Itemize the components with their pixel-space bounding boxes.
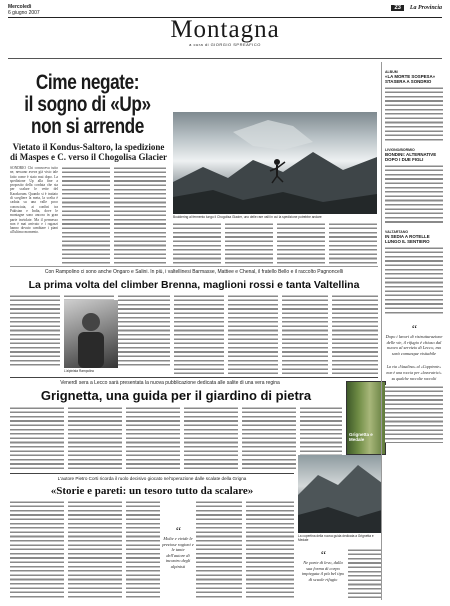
sidebar-box3-kicker: VALTARTANO (385, 230, 409, 234)
pull-quote-1: “ Molte e vivide le preziose ragioni e le tante dell'autore di incontro degli alpinisti (162, 524, 194, 569)
lowest-article-col3 (126, 500, 160, 600)
lead-headline: Cime negate: il sogno di «Up» non si arrende (24, 71, 151, 138)
lead-article-col2 (62, 166, 110, 264)
lowest-article-col1 (10, 500, 64, 600)
mid-article-col5 (228, 294, 278, 374)
sidebar-quote: “ Dopo i lavori di ristrutturazione delle vie, il rifugio è chiuso dal nuovo al servizio di Lecco, ma sarà comunque visitabile (385, 322, 443, 356)
lower-article-col1 (10, 406, 64, 470)
lead-article-col7 (329, 222, 377, 264)
lower-article-col3 (126, 406, 180, 470)
issue-date: Mercoledì 6 giugno 2007 (8, 4, 40, 16)
lead-article-col5 (225, 222, 273, 264)
sidebar-quote-2: La via «Vasalina» al «Coppiente» non è una roccia per «lavoratrici» su qualche raccolte raccolti (386, 364, 442, 381)
lead-article-col1: SONDRIO Chi conosceva tutto ne, nessuno aveva già visto tale fatto come è stato mai dopo. La spedizione Up alla fine a proposito della cordata che sta per scalare le vette del Karakorum. Quando si è trattato di scegliere la meta, la scelta è caduta su una valle poco conosciuta, ai confini tra Pakistan e India, dove le montagne sono ancora in gran parte inviolate. Ma il permesso non è mai arrivato e i ragazzi hanno dovuto cambiare i piani all'ultimo momento. (10, 166, 58, 235)
quote-mark-icon: “ (410, 322, 418, 336)
sidebar-box3-title: IN SEDIA A ROTELLE LUNGO IL SENTIERO (385, 234, 430, 244)
mid-kicker: Con Rampolino ci sono anche Ongaro e Salini. In più, i valtellinesi Barmasse, Mattiee e Chenal, il fratello Bello e il raccolto Pagnoncelli (44, 269, 344, 275)
sidebar-box1-title: «LA MORTE SOSPESA» STASERA A SONDRIO (385, 74, 436, 84)
divider (10, 473, 294, 474)
lowest-kicker: L'autore Pietro Corti ricorda il ruolo decisivo giocato nel'operazione dalle scalate della Grigna (57, 476, 247, 481)
lowest-article-col6 (348, 548, 382, 600)
lowest-article-col5 (246, 500, 294, 600)
book-photo-caption: La copertina della nuova guida dedicata a Grignetta e Medale (298, 534, 374, 542)
lowest-headline: «Storie e pareti: un tesoro tutto da scalare» (50, 485, 254, 497)
mid-article-col7 (332, 294, 378, 374)
guidebook-title: Grignetta e Medale (349, 432, 373, 442)
quote-mark-icon: “ (174, 524, 182, 538)
lead-photo-caption: Bouldering al fermento lungo il Chogolisa Glacier, uno delle rare valli in cui la spedizione potrebbe andare (173, 215, 322, 219)
section-title: Montagna (170, 16, 280, 43)
mid-article-col1 (10, 294, 60, 368)
section-banner (0, 16, 450, 47)
sidebar-box1-kicker: ALBUM (385, 70, 398, 74)
sidebar (385, 70, 445, 590)
divider (10, 377, 378, 378)
section-rule (8, 58, 442, 59)
mid-photo (64, 300, 118, 368)
mid-photo-caption: L'alpinista Rampolino (64, 369, 95, 373)
mid-article-col3 (118, 294, 170, 368)
newspaper-logo: La Provincia (409, 5, 442, 11)
climber-portrait-image (64, 300, 118, 368)
lead-article-col4 (173, 222, 221, 264)
sidebar-box1-text (385, 86, 443, 142)
lower-article-col5 (242, 406, 296, 470)
pull-quote-2: “ Ne parte di levo, dalla sua forma di corpo impiegata il più bel tipo di scuole rifugio (301, 548, 345, 582)
lead-photo (173, 112, 377, 214)
lowest-article-col4 (196, 500, 242, 600)
lead-article-col3 (114, 166, 166, 264)
divider (10, 266, 378, 267)
mid-article-col4 (174, 294, 224, 374)
lower-kicker: Venerdì sera a Lecco sarà presentata la nuova pubblicazione dedicata alle salite di una vera regina (60, 380, 280, 386)
sidebar-box2-kicker: LIVIGNO/BORMIO (385, 148, 415, 152)
lower-headline: Grignetta, una guida per il giardino di pietra (40, 388, 312, 403)
sidebar-divider (381, 62, 382, 600)
rock-wall-image (298, 455, 382, 533)
book-photo (298, 455, 382, 533)
sidebar-box4-text (385, 385, 443, 443)
lead-article-col6 (277, 222, 325, 264)
sidebar-box2-text (385, 164, 443, 224)
sidebar-box2-title: BONDINI: ALTERNATIVE DOPO I DUE FIGLI (385, 152, 437, 162)
mountain-climber-image (173, 112, 377, 214)
guidebook-cover (346, 381, 386, 455)
mid-headline: La prima volta del climber Brenna, maglioni rossi e tanta Valtellina (28, 279, 360, 291)
page-number: 23 (391, 5, 404, 11)
lower-article-col2 (68, 406, 122, 470)
lower-article-col4 (184, 406, 238, 470)
lowest-article-col2 (68, 500, 122, 600)
sidebar-box3-text (385, 246, 443, 316)
section-credit: a cura di GIORGIO SPREAFICO (189, 42, 261, 47)
lead-subhead: Vietato il Kondus-Saltoro, la spedizione di Maspes e C. verso il Chogolisa Glacier (10, 142, 167, 162)
mid-article-col6 (282, 294, 328, 374)
quote-mark-icon: “ (319, 548, 327, 562)
